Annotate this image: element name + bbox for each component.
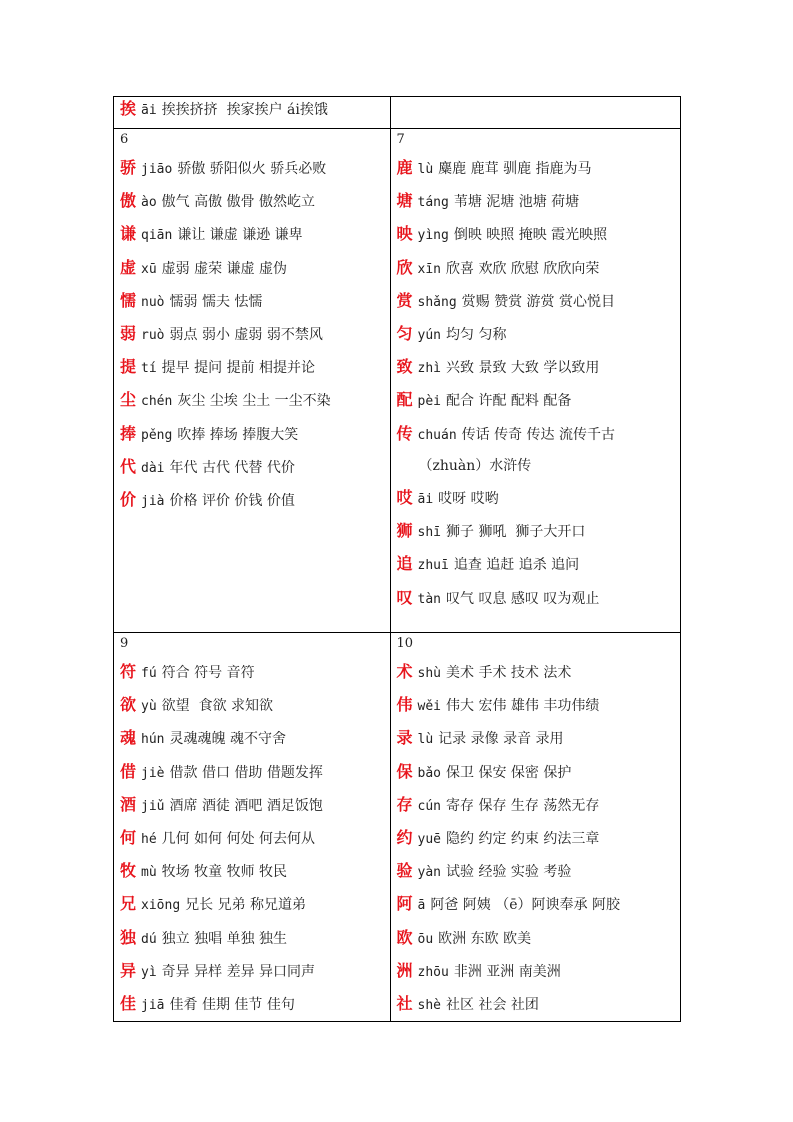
vocab-pinyin: dài bbox=[141, 460, 165, 476]
vocab-pinyin: wěi bbox=[417, 699, 441, 715]
section-10-cell bbox=[390, 633, 681, 1022]
vocab-entry bbox=[397, 888, 681, 921]
section-6-cell bbox=[114, 129, 391, 633]
vocab-entry bbox=[397, 988, 681, 1021]
vocab-entry bbox=[397, 548, 681, 581]
vocab-entry bbox=[120, 756, 390, 789]
vocab-words: 年代 古代 代替 代价 bbox=[169, 459, 295, 476]
vocab-pinyin: hé bbox=[141, 832, 157, 848]
vocab-words: 灵魂魂魄 魂不守舍 bbox=[169, 731, 286, 748]
vocab-pinyin: shǎng bbox=[417, 294, 457, 310]
vocab-entry bbox=[397, 252, 681, 285]
vocab-pinyin: tí bbox=[141, 361, 157, 377]
vocab-words: 伟大 宏伟 雄伟 丰功伟绩 bbox=[446, 698, 600, 715]
vocab-entry bbox=[397, 582, 681, 615]
vocab-char: 尘 bbox=[120, 390, 137, 410]
vocab-entry bbox=[397, 285, 681, 318]
vocab-char: 阿 bbox=[396, 894, 413, 914]
vocab-entry bbox=[120, 656, 390, 689]
vocab-words: 苇塘 泥塘 池塘 荷塘 bbox=[453, 194, 580, 211]
vocab-char: 塘 bbox=[396, 191, 413, 211]
vocab-char: 存 bbox=[396, 794, 413, 814]
vocab-entry bbox=[397, 482, 681, 515]
vocab-char: 伟 bbox=[396, 695, 413, 715]
vocab-entry bbox=[120, 252, 390, 285]
vocab-entry bbox=[120, 988, 390, 1021]
vocab-pinyin: tàn bbox=[417, 591, 441, 607]
vocab-words: 非洲 亚洲 南美洲 bbox=[453, 963, 561, 980]
vocab-char: 傲 bbox=[120, 191, 137, 211]
vocab-pinyin: āi bbox=[417, 492, 434, 508]
vocab-words: 兴致 景致 大致 学以致用 bbox=[446, 360, 600, 377]
vocab-entry bbox=[120, 384, 390, 417]
vocab-char: 异 bbox=[120, 960, 137, 980]
vocab-entry bbox=[397, 351, 681, 384]
vocab-char: 追 bbox=[396, 554, 413, 574]
vocab-words: 叹气 叹息 感叹 叹为观止 bbox=[446, 590, 600, 607]
vocab-words: 均匀 匀称 bbox=[446, 327, 507, 344]
vocab-pinyin: cún bbox=[417, 798, 441, 814]
vocab-entry bbox=[397, 689, 681, 722]
vocab-pinyin: dú bbox=[141, 931, 157, 947]
vocab-entry bbox=[397, 515, 681, 548]
vocab-pinyin: táng bbox=[417, 195, 449, 211]
vocab-entry bbox=[120, 855, 390, 888]
vocab-entry bbox=[397, 822, 681, 855]
vocab-pinyin: fú bbox=[141, 666, 157, 681]
vocab-char: 借 bbox=[120, 761, 137, 781]
vocab-words: 哎呀 哎哟 bbox=[438, 491, 499, 508]
vocab-pinyin: zhōu bbox=[417, 964, 449, 980]
vocab-char: 术 bbox=[396, 662, 413, 681]
vocab-pinyin: ào bbox=[141, 195, 157, 211]
vocab-words: 麋鹿 鹿茸 驯鹿 指鹿为马 bbox=[438, 161, 592, 177]
vocab-char: 录 bbox=[396, 728, 413, 748]
vocab-list bbox=[120, 656, 390, 1021]
vocab-char: 虚 bbox=[120, 257, 137, 277]
vocab-entry bbox=[120, 351, 390, 384]
vocab-entry bbox=[120, 789, 390, 822]
vocab-words: 酒席 酒徒 酒吧 酒足饭饱 bbox=[169, 797, 323, 814]
vocab-words: 传话 传奇 传达 流传千古 bbox=[461, 426, 616, 443]
vocab-words: 提早 提问 提前 相提并论 bbox=[161, 360, 316, 377]
vocab-words: 狮子 狮吼 狮子大开口 bbox=[446, 524, 586, 541]
top-left-cell bbox=[114, 97, 391, 129]
vocab-words: 欣喜 欢欣 欣慰 欣欣向荣 bbox=[446, 260, 600, 277]
vocab-words: 美术 手术 技术 法术 bbox=[446, 665, 572, 681]
vocab-entry bbox=[397, 656, 681, 689]
vocab-entry bbox=[397, 855, 681, 888]
section-number: 10 bbox=[396, 636, 414, 651]
vocab-entry bbox=[120, 689, 390, 722]
section-number: 9 bbox=[120, 636, 129, 651]
vocab-entry bbox=[397, 722, 681, 755]
vocab-char: 弱 bbox=[120, 324, 137, 344]
vocab-entry bbox=[120, 418, 390, 451]
vocab-pinyin: pěng bbox=[141, 427, 173, 443]
vocab-pinyin: ōu bbox=[417, 931, 434, 947]
vocab-char: 哎 bbox=[396, 488, 413, 508]
vocab-char: 捧 bbox=[120, 423, 137, 443]
vocab-char: 价 bbox=[120, 490, 137, 510]
vocab-words: 骄傲 骄阳似火 骄兵必败 bbox=[177, 161, 327, 177]
vocab-entry bbox=[397, 789, 681, 822]
vocab-words: 独立 独唱 单独 独生 bbox=[161, 930, 288, 947]
vocab-entry bbox=[397, 218, 681, 251]
vocab-continuation: （zhuàn）水浒传 bbox=[418, 457, 532, 474]
vocab-char: 牧 bbox=[120, 861, 137, 881]
vocab-list bbox=[397, 656, 681, 1021]
vocab-char: 挨 bbox=[120, 99, 137, 118]
vocab-pinyin: shī bbox=[417, 525, 441, 541]
vocab-words: 弱点 弱小 虚弱 弱不禁风 bbox=[169, 327, 323, 344]
vocab-entry bbox=[120, 822, 390, 855]
vocab-pinyin: chén bbox=[141, 394, 173, 410]
vocab-entry bbox=[397, 756, 681, 789]
vocab-char: 致 bbox=[396, 357, 413, 377]
vocab-char: 酒 bbox=[120, 794, 137, 814]
vocab-char: 何 bbox=[120, 828, 137, 848]
vocab-entry bbox=[120, 185, 390, 218]
vocab-pinyin: jiǔ bbox=[141, 798, 165, 814]
vocab-entry bbox=[120, 484, 390, 517]
vocab-pinyin: ā bbox=[417, 898, 426, 914]
section-7-cell bbox=[390, 129, 681, 633]
vocab-words: 牧场 牧童 牧师 牧民 bbox=[161, 864, 288, 881]
vocab-pinyin: yù bbox=[141, 699, 157, 715]
vocab-entry bbox=[120, 218, 390, 251]
vocab-entry bbox=[120, 152, 390, 185]
vocab-entry bbox=[397, 185, 681, 218]
vocab-words: 懦弱 懦夫 怯懦 bbox=[169, 293, 263, 310]
vocab-words: 佳肴 佳期 佳节 佳句 bbox=[169, 997, 295, 1014]
vocab-words: 吹捧 捧场 捧腹大笑 bbox=[177, 426, 299, 443]
vocab-char: 骄 bbox=[120, 158, 137, 177]
vocab-words: 试验 经验 实验 考验 bbox=[446, 864, 572, 881]
vocab-words: 符合 符号 音符 bbox=[161, 665, 255, 681]
vocab-pinyin: mù bbox=[141, 865, 157, 881]
vocab-words: 社区 社会 社团 bbox=[446, 997, 539, 1014]
vocab-words: 兄长 兄弟 称兄道弟 bbox=[185, 897, 307, 914]
vocab-pinyin: lù bbox=[417, 162, 434, 177]
vocab-words: 配合 许配 配料 配备 bbox=[446, 393, 572, 410]
vocab-entry bbox=[120, 888, 390, 921]
vocab-words: 欲望 食欲 求知欲 bbox=[161, 698, 274, 715]
vocab-entry bbox=[397, 418, 681, 451]
vocab-pinyin: zhuī bbox=[417, 558, 449, 574]
section-number: 6 bbox=[120, 132, 129, 147]
vocab-char: 约 bbox=[396, 828, 413, 848]
vocab-entry bbox=[397, 922, 681, 955]
vocab-entry bbox=[120, 318, 390, 351]
vocab-pinyin: yì bbox=[141, 964, 157, 980]
vocab-char: 社 bbox=[396, 994, 413, 1014]
vocab-pinyin: pèi bbox=[417, 394, 441, 410]
vocab-pinyin: lù bbox=[417, 732, 434, 748]
vocab-words: 价格 评价 价钱 价值 bbox=[169, 493, 295, 510]
vocab-char: 欣 bbox=[396, 257, 413, 277]
vocab-pinyin: zhì bbox=[417, 361, 441, 377]
vocab-words: 借款 借口 借助 借题发挥 bbox=[169, 764, 323, 781]
vocab-char: 鹿 bbox=[396, 158, 413, 177]
vocab-pinyin: shè bbox=[417, 998, 441, 1014]
top-right-cell bbox=[390, 97, 681, 129]
vocab-words: 几何 如何 何处 何去何从 bbox=[161, 831, 316, 848]
vocab-words: 奇异 异样 差异 异口同声 bbox=[161, 963, 316, 980]
vocab-char: 匀 bbox=[396, 324, 413, 344]
vocab-char: 配 bbox=[396, 390, 413, 410]
vocab-words: 追查 追赶 追杀 追问 bbox=[453, 557, 580, 574]
vocab-pinyin: chuán bbox=[417, 427, 457, 443]
vocab-char: 验 bbox=[396, 861, 413, 881]
vocab-char: 谦 bbox=[120, 224, 137, 244]
vocab-entry bbox=[397, 384, 681, 417]
vocab-char: 欲 bbox=[120, 695, 137, 715]
vocab-pinyin: yuē bbox=[417, 832, 441, 848]
vocab-char: 叹 bbox=[396, 587, 413, 607]
vocab-words: 傲气 高傲 傲骨 傲然屹立 bbox=[161, 194, 316, 211]
vocab-words: 倒映 映照 掩映 霞光映照 bbox=[453, 227, 608, 244]
section-9-cell bbox=[114, 633, 391, 1022]
vocab-list bbox=[397, 152, 681, 451]
vocab-pinyin: bǎo bbox=[417, 765, 441, 781]
vocab-char: 兄 bbox=[120, 894, 137, 914]
vocab-entry bbox=[120, 451, 390, 484]
vocab-words: 谦让 谦虚 谦逊 谦卑 bbox=[177, 227, 303, 244]
vocab-pinyin: xū bbox=[141, 261, 157, 277]
vocab-pinyin: qiān bbox=[141, 228, 173, 244]
vocab-char: 魂 bbox=[120, 728, 137, 748]
vocab-entry bbox=[120, 97, 390, 122]
vocab-pinyin: ruò bbox=[141, 328, 165, 344]
vocab-pinyin: jiāo bbox=[141, 162, 173, 177]
vocab-pinyin: āi bbox=[141, 103, 157, 118]
vocab-list bbox=[120, 152, 390, 517]
vocab-words: 虚弱 虚荣 谦虚 虚伪 bbox=[161, 260, 288, 277]
vocab-char: 保 bbox=[396, 761, 413, 781]
vocab-pinyin: nuò bbox=[141, 294, 165, 310]
vocab-pinyin: jiè bbox=[141, 765, 165, 781]
section-number: 7 bbox=[396, 132, 405, 147]
vocab-words: 寄存 保存 生存 荡然无存 bbox=[446, 797, 600, 814]
vocab-pinyin: xīn bbox=[417, 261, 441, 277]
vocab-char: 符 bbox=[120, 662, 137, 681]
vocab-words: 挨挨挤挤 挨家挨户 ái挨饿 bbox=[161, 102, 328, 118]
vocab-char: 赏 bbox=[396, 290, 413, 310]
vocab-entry bbox=[120, 922, 390, 955]
vocab-pinyin: jiā bbox=[141, 998, 165, 1014]
vocab-char: 欧 bbox=[396, 927, 413, 947]
vocab-words: 灰尘 尘埃 尘土 一尘不染 bbox=[177, 393, 331, 410]
vocab-pinyin: yàn bbox=[417, 865, 441, 881]
vocabulary-table bbox=[113, 96, 681, 1022]
vocab-entry bbox=[397, 152, 681, 185]
vocab-words: 阿爸 阿姨 （ē）阿谀奉承 阿胶 bbox=[430, 897, 620, 914]
vocab-char: 代 bbox=[120, 456, 137, 476]
vocab-words: 记录 录像 录音 录用 bbox=[438, 731, 564, 748]
vocab-entry bbox=[120, 285, 390, 318]
vocab-words: 保卫 保安 保密 保护 bbox=[446, 764, 572, 781]
vocab-list bbox=[397, 482, 681, 615]
vocab-char: 提 bbox=[120, 357, 137, 377]
vocab-char: 懦 bbox=[120, 290, 137, 310]
vocab-entry bbox=[397, 955, 681, 988]
vocab-char: 传 bbox=[396, 423, 413, 443]
vocab-pinyin: yìng bbox=[417, 228, 449, 244]
vocab-pinyin: jià bbox=[141, 494, 165, 510]
vocab-words: 赏赐 赞赏 游赏 赏心悦目 bbox=[461, 293, 616, 310]
vocab-char: 独 bbox=[120, 927, 137, 947]
vocab-char: 狮 bbox=[396, 521, 413, 541]
vocab-pinyin: shù bbox=[417, 666, 441, 681]
vocab-entry bbox=[397, 318, 681, 351]
vocab-char: 佳 bbox=[120, 994, 137, 1014]
vocab-char: 映 bbox=[396, 224, 413, 244]
vocab-entry bbox=[120, 722, 390, 755]
vocab-words: 欧洲 东欧 欧美 bbox=[438, 930, 532, 947]
vocab-pinyin: hún bbox=[141, 732, 165, 748]
vocab-pinyin: xiōng bbox=[141, 898, 181, 914]
vocab-char: 洲 bbox=[396, 960, 413, 980]
vocab-words: 隐约 约定 约束 约法三章 bbox=[446, 831, 600, 848]
vocab-pinyin: yún bbox=[417, 328, 441, 344]
vocab-entry bbox=[120, 955, 390, 988]
